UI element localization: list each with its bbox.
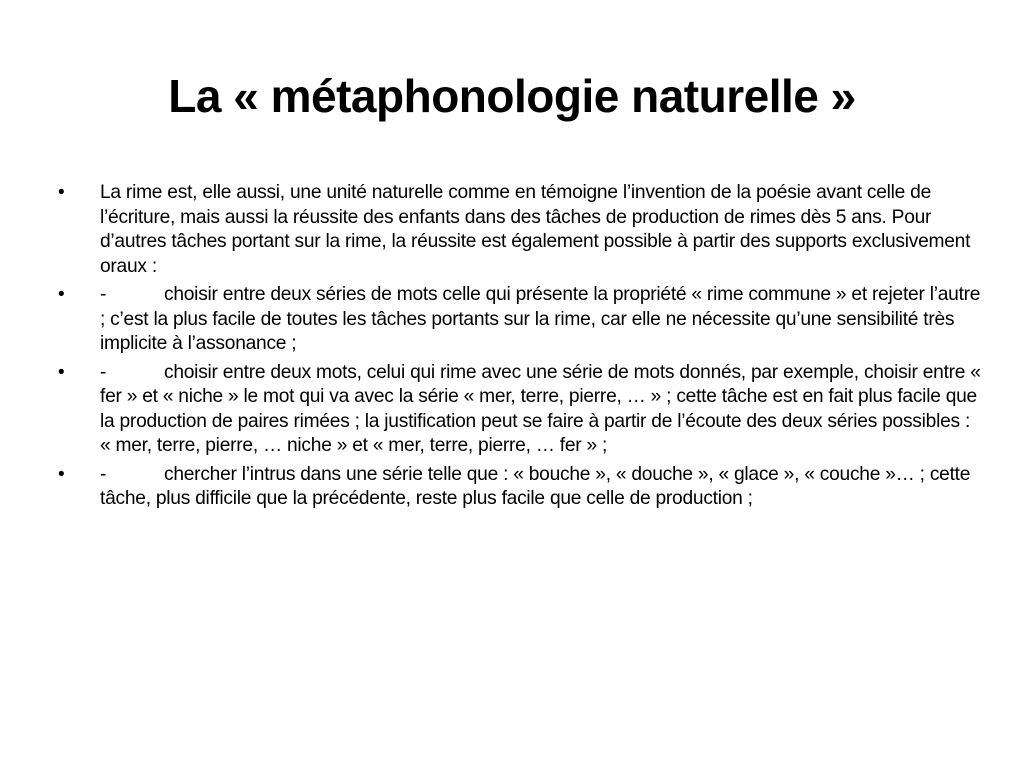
- bullet-text: choisir entre deux séries de mots celle qui présente la propriété « rime commune » et rejeter l’autre ; c’est la plus facile de toutes les tâches portants sur la rime, car elle ne nécessite qu’une sensibilité très implicite à l’assonance ;: [100, 284, 981, 354]
- bullet-icon: •: [58, 284, 65, 305]
- bullet-item: [52, 463, 982, 512]
- list-dash: -: [100, 361, 107, 383]
- bullet-icon: •: [58, 463, 65, 485]
- list-dash: -: [100, 463, 107, 485]
- bullet-text: choisir entre deux mots, celui qui rime avec une série de mots donnés, par exemple, choisir entre « fer » et « niche » le mot qui va avec la série « mer, terre, pierre, … » ; cette tâche est en fait plus facile que la production de paires rimées ; la justification peut se faire à partir de l’écoute des deux séries possibles : « mer, terre, pierre, … niche » et « mer, terre, pierre, … fer » ;: [100, 361, 981, 456]
- list-dash: -: [100, 284, 107, 305]
- bullet-item: [52, 181, 982, 279]
- bullet-text: chercher l’intrus dans une série telle que : « bouche », « douche », « glace », « couche »… ; cette tâche, plus difficile que la précédente, reste plus facile que celle de production ;: [100, 463, 971, 509]
- bullet-list: [52, 181, 982, 516]
- bullet-text: La rime est, elle aussi, une unité naturelle comme en témoigne l’invention de la poésie avant celle de l’écriture, mais aussi la réussite des enfants dans des tâches de production de rimes dès 5 ans. Pour d’autres tâches portant sur la rime, la réussite est également possible à partir des supports exclusivement oraux :: [100, 182, 971, 277]
- bullet-icon: •: [58, 361, 65, 383]
- slide-title: La « métaphonologie naturelle »: [168, 70, 856, 122]
- bullet-item: [52, 361, 982, 459]
- bullet-item: [52, 283, 982, 357]
- bullet-icon: •: [58, 182, 65, 203]
